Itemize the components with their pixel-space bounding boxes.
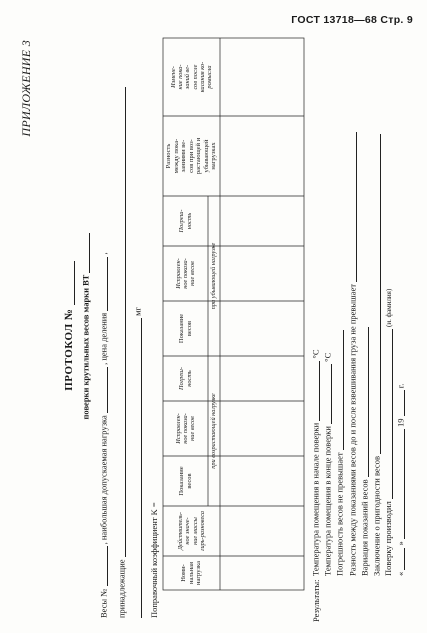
temp-start-label: Температура помещения в начале поверки	[310, 422, 321, 576]
header-difference: Разность между пока- заниями ве- сов при воз- растающей и убывающей нагрузках	[165, 137, 218, 175]
header-reading-increasing: Показание весов	[178, 466, 193, 496]
surname-caption: (и. фамилия)	[385, 288, 393, 327]
variation-blank	[359, 327, 369, 477]
header-error-increasing: Погреш- ность	[178, 367, 193, 390]
difference-blank	[347, 132, 357, 282]
protocol-form	[10, 26, 406, 626]
conclusion-line	[371, 134, 381, 576]
header-error-decreasing: Погреш- ность	[178, 209, 193, 233]
temp-end-line	[322, 353, 332, 576]
subtitle-text: поверки крутильных весов марки ВТ	[80, 274, 91, 420]
error-label: Погрешность весов не превышает	[334, 452, 345, 576]
year-prefix: 19	[395, 418, 406, 427]
title-text: ПРОТОКОЛ №	[63, 308, 75, 391]
scale-number-label: Весы №	[98, 588, 109, 618]
date-quote-close: »	[395, 541, 406, 546]
owner-label: принадлежащие	[116, 559, 127, 618]
verifier-line	[383, 289, 393, 576]
header-reading-decreasing: Показание весов	[178, 313, 193, 344]
scale-line: Весы № , наибольшая допускаемая нагрузка , цена деления ,	[98, 252, 109, 618]
year-suffix: г.	[395, 383, 406, 389]
date-line	[395, 384, 405, 576]
header-change: Измене- ние пока- заний ве- сов после касания ко- ромысла	[169, 61, 213, 93]
verifier-blank	[383, 329, 393, 499]
temp-end-blank	[322, 364, 332, 424]
error-line	[334, 330, 344, 576]
appendix-label: ПРИЛОЖЕНИЕ 3	[19, 40, 33, 137]
temp-start-line	[310, 349, 320, 576]
division-label: , цена деления	[98, 312, 109, 365]
mg-unit: мг	[132, 307, 143, 316]
error-blank	[334, 330, 344, 450]
max-load-label: , наибольшая допускаемая нагрузка	[98, 415, 109, 545]
verifier-label: Поверку производил	[383, 501, 393, 576]
temp-start-unit: °С	[310, 349, 321, 359]
day-blank	[395, 548, 405, 570]
date-quote-open: «	[395, 571, 406, 576]
year-blank	[395, 390, 405, 416]
conclusion-label: Заключение о пригодности весов	[371, 456, 382, 576]
page-header: ГОСТ 13718—68 Стр. 9	[291, 14, 413, 26]
rotated-page	[10, 26, 406, 626]
header-corrected-increasing: Исправлен- ное показа- ние весов	[174, 413, 197, 444]
increasing-load-label: при возрастающей нагрузке	[210, 393, 218, 469]
results-label: Результаты:	[311, 579, 321, 622]
header-actual-mass: Действитель- ное значе- ние массы гирь-разновеса	[177, 511, 206, 551]
header-corrected-decreasing: Исправлен- ное показа- ние весов	[174, 258, 197, 289]
difference-label: Разность между показаниями весов до и после взвешивания груза не превышает	[347, 284, 358, 576]
temp-end-unit: °С	[322, 352, 333, 362]
variation-label: Вариация показаний весов	[359, 479, 370, 576]
decreasing-load-label: при убывающей нагрузке	[210, 242, 218, 310]
variation-line	[359, 327, 369, 576]
month-blank	[395, 429, 405, 539]
conclusion-blank	[371, 134, 381, 454]
coefficient-label: Поправочный коэффициент K =	[149, 502, 159, 618]
temp-start-blank	[310, 361, 320, 421]
temp-end-label: Температура помещения в конце поверки	[322, 426, 333, 576]
header-nominal-load: Номи- нальная нагрузка	[180, 561, 203, 585]
difference-line	[347, 132, 357, 576]
